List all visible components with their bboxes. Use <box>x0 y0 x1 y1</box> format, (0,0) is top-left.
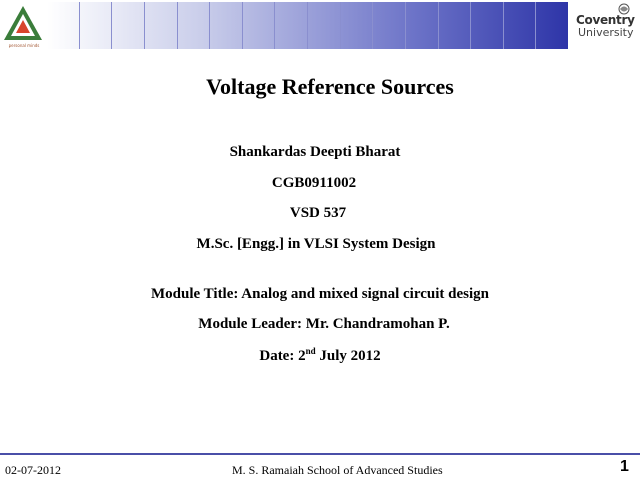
student-id: CGB0911002 <box>271 175 357 191</box>
author-name: Shankardas Deepti Bharat <box>229 144 401 160</box>
footer-date: 02-07-2012 <box>5 463 61 477</box>
degree: M.Sc. [Engg.] in VLSI System Design <box>196 236 436 252</box>
presentation-date <box>0 346 640 365</box>
date-suffix: July 2012 <box>315 348 381 364</box>
page-number: 1 <box>620 458 629 475</box>
module-title: Module Title: Analog and mixed signal circuit design <box>151 286 489 302</box>
date-prefix: Date: 2 <box>259 348 306 364</box>
header-band <box>47 2 568 49</box>
logo-tagline: personal minds <box>8 43 40 48</box>
slide-title: Voltage Reference Sources <box>206 74 454 99</box>
module-leader: Module Leader: Mr. Chandramohan P. <box>198 316 450 332</box>
course-code: VSD 537 <box>289 205 347 221</box>
footer-school: M. S. Ramaiah School of Advanced Studies <box>232 463 443 477</box>
date-ordinal: nd <box>305 346 316 356</box>
coventry-wordmark-2: University <box>578 26 634 39</box>
coventry-wordmark-1: Coventry <box>576 13 635 27</box>
footer-rule <box>0 453 640 455</box>
